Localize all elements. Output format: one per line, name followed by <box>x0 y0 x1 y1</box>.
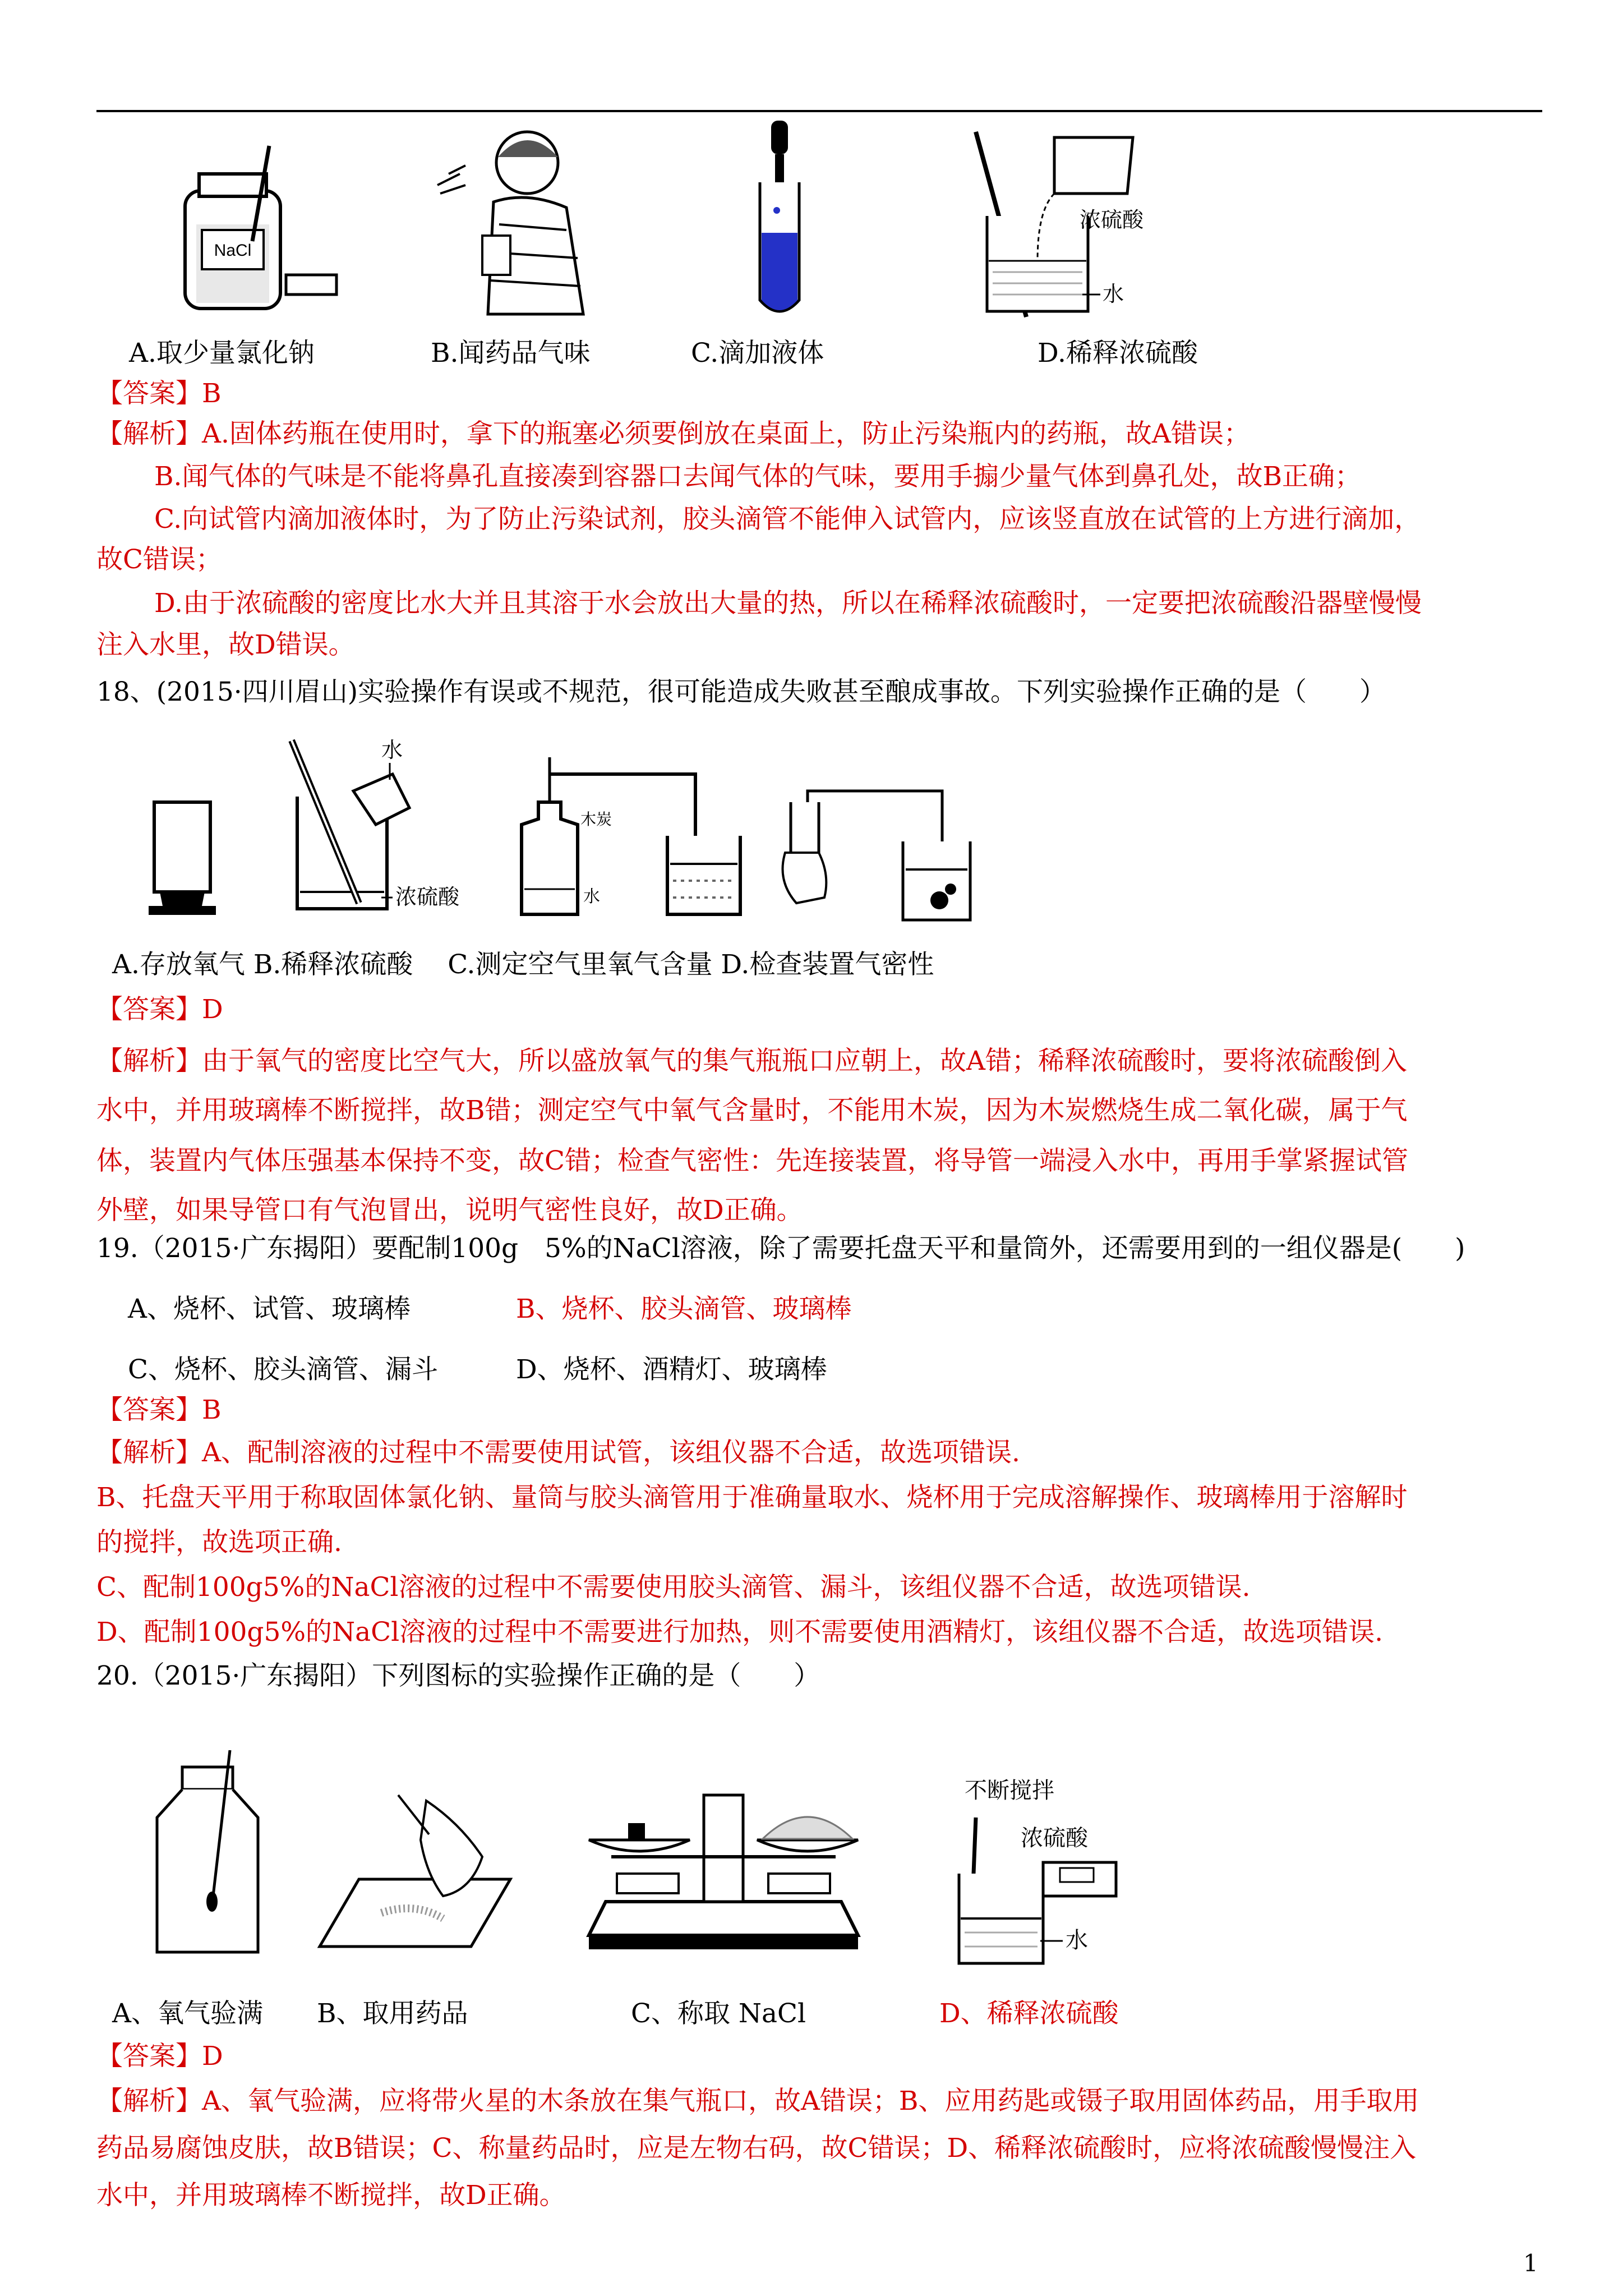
q18-water-label: 水 <box>381 738 403 762</box>
q19-option-b: B、烧杯、胶头滴管、玻璃棒 <box>516 1294 852 1324</box>
q20-caption-a: A、氧气验满 <box>112 1998 263 2029</box>
q19-analysis-3: 的搅拌，故选项正确. <box>96 1527 342 1558</box>
q20-analysis-3: 水中，并用玻璃棒不断搅拌，故D正确。 <box>96 2180 566 2211</box>
q18-analysis-2: 水中，并用玻璃棒不断搅拌，故B错；测定空气中氧气含量时，不能用木炭，因为木炭燃烧生成二氧化碳，属于气 <box>96 1095 1408 1126</box>
q17-analysis-5: D.由于浓硫酸的密度比水大并且其溶于水会放出大量的热，所以在稀释浓硫酸时，一定要把浓硫酸沿器壁慢慢 <box>154 588 1422 619</box>
q17-analysis-3: C.向试管内滴加液体时，为了防止污染试剂，胶头滴管不能伸入试管内，应该竖直放在试管的上方进行滴加， <box>154 504 1421 535</box>
q20-water-label: 水 <box>1066 1927 1088 1953</box>
figure-dilute-acid-2 <box>269 729 471 926</box>
q20-analysis-2: 药品易腐蚀皮肤，故B错误；C、称量药品时，应是左物右码，故C错误；D、稀释浓硫酸时，应将浓硫酸慢慢注入 <box>96 2133 1417 2164</box>
figure-drop-liquid <box>740 121 819 323</box>
figure-dilute-acid-3 <box>948 1773 1161 1969</box>
q18-water2-label: 水 <box>583 887 600 907</box>
figure-check-airtightness <box>774 785 976 926</box>
figure-measure-oxygen <box>516 752 763 920</box>
charcoal-label: 木炭 <box>580 810 612 829</box>
header-rule <box>96 110 1542 112</box>
q17-caption-b: B.闻药品气味 <box>431 338 591 369</box>
q17-analysis-2: B.闻气体的气味是不能将鼻孔直接凑到容器口去闻气体的气味，要用手搧少量气体到鼻孔处，故B正确； <box>154 461 1362 492</box>
q17-caption-a: A.取少量氯化钠 <box>129 338 315 369</box>
q17-analysis-1: 【解析】A.固体药瓶在使用时，拿下的瓶塞必须要倒放在桌面上，防止污染瓶内的药瓶，故A错误； <box>96 418 1250 449</box>
q18-captions: A.存放氧气 B.稀释浓硫酸 C.测定空气里氧气含量 D.检查装置气密性 <box>112 949 934 980</box>
q18-analysis-4: 外壁，如果导管口有气泡冒出，说明气密性良好，故D正确。 <box>96 1195 803 1226</box>
figure-take-reagent <box>314 1789 516 1952</box>
q19-analysis-5: D、配制100g5%的NaCl溶液的过程中不需要进行加热，则不需要使用酒精灯，该组仪器不合适，故选项错误. <box>96 1617 1384 1648</box>
water-label: 水 <box>1103 282 1124 306</box>
page-number: 1 <box>1523 2249 1538 2277</box>
q17-caption-c: C.滴加液体 <box>691 338 824 369</box>
q18-stem: 18、(2015·四川眉山)实验操作有误或不规范，很可能造成失败甚至酿成事故。下列实验操作正确的是（ ） <box>96 677 1386 707</box>
figure-dilute-acid <box>970 126 1161 323</box>
q18-analysis-1: 【解析】由于氧气的密度比空气大，所以盛放氧气的集气瓶瓶口应朝上，故A错；稀释浓硫酸时，要将浓硫酸倒入 <box>96 1046 1407 1076</box>
q19-stem: 19.（2015·广东揭阳）要配制100g 5%的NaCl溶液，除了需要托盘天平和量筒外，还需要用到的一组仪器是( ) <box>96 1233 1465 1264</box>
q20-analysis-1: 【解析】A、氧气验满，应将带火星的木条放在集气瓶口，故A错误；B、应用药匙或镊子取用固体药品，用手取用 <box>96 2086 1419 2116</box>
q19-analysis-2: B、托盘天平用于称取固体氯化钠、量筒与胶头滴管用于准确量取水、烧杯用于完成溶解操作、玻璃棒用于溶解时 <box>96 1482 1408 1513</box>
q19-analysis-1: 【解析】A、配制溶液的过程中不需要使用试管，该组仪器不合适，故选项错误. <box>96 1437 1020 1468</box>
q20-acid-label: 浓硫酸 <box>1021 1825 1088 1851</box>
q20-answer: 【答案】D <box>96 2041 223 2072</box>
q19-option-c: C、烧杯、胶头滴管、漏斗 <box>128 1354 438 1385</box>
q17-analysis-6: 注入水里，故D错误。 <box>96 629 355 660</box>
q19-answer: 【答案】B <box>96 1395 222 1425</box>
stir-label: 不断搅拌 <box>965 1778 1054 1803</box>
q19-option-d: D、烧杯、酒精灯、玻璃棒 <box>516 1354 827 1385</box>
q20-caption-b: B、取用药品 <box>317 1998 468 2029</box>
figure-take-nacl <box>168 140 342 320</box>
q17-answer: 【答案】B <box>96 378 222 409</box>
q20-stem: 20.（2015·广东揭阳）下列图标的实验操作正确的是（ ） <box>96 1660 820 1691</box>
q17-analysis-4: 故C错误； <box>96 544 222 575</box>
q20-caption-d: D、稀释浓硫酸 <box>939 1998 1119 2029</box>
figure-smell-reagent <box>426 123 617 320</box>
q18-answer: 【答案】D <box>96 994 223 1025</box>
figure-store-oxygen <box>146 797 219 920</box>
q17-caption-d: D.稀释浓硫酸 <box>1038 338 1198 369</box>
figure-oxygen-test <box>151 1750 264 1963</box>
figure-balance <box>578 1773 869 1958</box>
q18-acid-label: 浓硫酸 <box>395 885 460 909</box>
q18-analysis-3: 体，装置内气体压强基本保持不变，故C错；检查气密性：先连接装置，将导管一端浸入水中，再用手掌紧握试管 <box>96 1145 1408 1176</box>
nacl-label: NaCl <box>214 241 252 260</box>
q19-analysis-4: C、配制100g5%的NaCl溶液的过程中不需要使用胶头滴管、漏斗，该组仪器不合适，故选项错误. <box>96 1572 1251 1603</box>
q20-caption-c: C、称取 NaCl <box>631 1998 806 2029</box>
q19-option-a: A、烧杯、试管、玻璃棒 <box>128 1294 411 1324</box>
acid-label: 浓硫酸 <box>1080 208 1144 232</box>
